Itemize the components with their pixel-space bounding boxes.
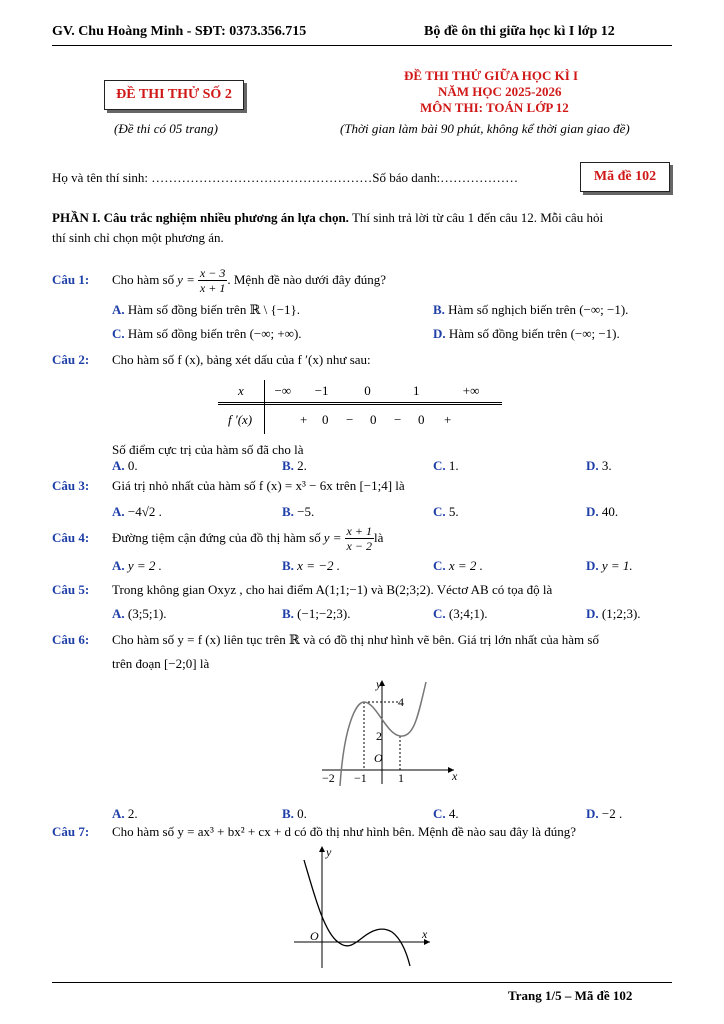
q1-frac-num: x − 3 xyxy=(199,265,226,280)
option-text: −4√2 . xyxy=(127,504,162,519)
option-letter: A. xyxy=(112,302,125,317)
q4-option-a[interactable] xyxy=(112,558,162,574)
option-letter: A. xyxy=(112,806,125,821)
option-text: 40. xyxy=(601,504,619,519)
option-letter: D. xyxy=(586,606,599,621)
sign-table-cell: x xyxy=(218,380,264,403)
option-text: x = 2 . xyxy=(448,558,483,573)
part1-heading: PHẦN I. Câu trắc nghiệm nhiều phương án lựa chọn. xyxy=(52,210,349,225)
footer-page: Trang 1/5 – Mã đề 102 xyxy=(508,988,633,1003)
q4-option-c[interactable] xyxy=(433,558,483,574)
q5-option-b[interactable] xyxy=(282,606,350,622)
q5-option-d[interactable] xyxy=(586,606,641,622)
option-letter: A. xyxy=(112,458,125,473)
option-text: (1;2;3). xyxy=(601,606,641,621)
sign-cell: − xyxy=(346,412,354,427)
q4-stem xyxy=(112,520,383,556)
option-letter: C. xyxy=(433,606,446,621)
q1-option-a[interactable] xyxy=(112,302,300,318)
q6-stem-line2: trên đoạn [−2;0] là xyxy=(112,656,210,671)
option-text: Hàm số đồng biến trên ℝ \ {−1}. xyxy=(127,302,301,317)
option-text: Hàm số đồng biến trên (−∞; −1). xyxy=(448,326,620,341)
exam-number-box: ĐỀ THI THỬ SỐ 2 xyxy=(104,80,244,110)
option-letter: D. xyxy=(586,558,599,573)
sign-table-vline xyxy=(264,382,265,434)
option-text: 1. xyxy=(448,458,459,473)
part1-text2: thí sinh chỉ chọn một phương án. xyxy=(52,230,224,245)
sign-table-cell: −∞ xyxy=(274,383,292,398)
y-axis-arrow xyxy=(319,846,325,852)
q3-stem: Giá trị nhỏ nhất của hàm số f (x) = x³ − 6x trên [−1;4] là xyxy=(112,478,405,493)
option-letter: C. xyxy=(433,806,446,821)
option-letter: C. xyxy=(433,458,446,473)
label-neg1: −1 xyxy=(354,771,367,785)
option-text: 0. xyxy=(297,806,307,821)
option-letter: C. xyxy=(433,504,446,519)
q2-question: Số điểm cực trị của hàm số đã cho là xyxy=(112,442,304,457)
option-letter: B. xyxy=(282,606,294,621)
sign-table-cell: −1 xyxy=(314,383,329,398)
q1-fraction xyxy=(198,266,227,295)
option-text: y = 2 . xyxy=(127,558,162,573)
sign-cell: + xyxy=(444,412,452,427)
q5-label: Câu 5: xyxy=(52,582,90,597)
option-text: (3;5;1). xyxy=(127,606,167,621)
q5-option-c[interactable] xyxy=(433,606,488,622)
label-4: 4 xyxy=(398,695,404,709)
q3-label: Câu 3: xyxy=(52,478,90,493)
header-left: GV. Chu Hoàng Minh - SĐT: 0373.356.715 xyxy=(52,24,307,39)
option-text: Hàm số đồng biến trên (−∞; +∞). xyxy=(127,326,302,341)
q4-option-d[interactable] xyxy=(586,558,633,574)
option-text: 5. xyxy=(448,504,459,519)
exam-title-line1: ĐỀ THI THỬ GIỮA HỌC KÌ I xyxy=(404,68,579,83)
option-text: 0. xyxy=(127,458,138,473)
option-text: 4. xyxy=(448,806,459,821)
q1-option-b[interactable] xyxy=(433,302,628,318)
q1-post: . Mệnh đề nào dưới đây đúng? xyxy=(227,272,387,287)
label-origin: O xyxy=(374,751,383,765)
label-y: y xyxy=(326,845,332,859)
sign-cell: 0 xyxy=(370,412,377,427)
option-letter: A. xyxy=(112,558,125,573)
sign-cell: 0 xyxy=(322,412,329,427)
q7-graph xyxy=(290,842,440,970)
option-text: 2. xyxy=(297,458,307,473)
q1-stem xyxy=(112,262,386,298)
option-letter: B. xyxy=(433,302,445,317)
footer-divider xyxy=(52,982,672,983)
q4-frac-num: x + 1 xyxy=(346,523,372,538)
q6-label: Câu 6: xyxy=(52,632,90,647)
q1-label: Câu 1: xyxy=(52,272,90,287)
option-text: Hàm số nghịch biến trên (−∞; −1). xyxy=(448,302,629,317)
option-text: x = −2 . xyxy=(297,558,340,573)
q6-graph xyxy=(314,676,464,788)
q4-option-b[interactable] xyxy=(282,558,340,574)
q4-post: là xyxy=(373,530,384,545)
sign-cell: 0 xyxy=(418,412,425,427)
student-info-line: Họ và tên thí sinh: ……………………………………………Số báo danh:……………… xyxy=(52,170,519,185)
q1-option-c[interactable] xyxy=(112,326,302,342)
q7-label: Câu 7: xyxy=(52,824,90,839)
option-letter: B. xyxy=(282,458,294,473)
option-letter: C. xyxy=(433,558,446,573)
q1-option-d[interactable] xyxy=(433,326,620,342)
q4-func-y: y = xyxy=(323,530,342,545)
q1-pre: Cho hàm số xyxy=(112,272,175,287)
option-text: −5. xyxy=(297,504,315,519)
label-2: 2 xyxy=(376,729,382,743)
option-letter: D. xyxy=(586,504,599,519)
part1-text1: Thí sinh trả lời từ câu 1 đến câu 12. Mỗi câu hỏi xyxy=(348,210,604,225)
option-letter: B. xyxy=(282,558,294,573)
q2-stem: Cho hàm số f (x), bảng xét dấu của f ′(x) như sau: xyxy=(112,352,371,367)
option-letter: B. xyxy=(282,504,294,519)
label-y: y xyxy=(376,677,382,691)
option-letter: A. xyxy=(112,504,125,519)
q2-option-c[interactable] xyxy=(433,458,459,474)
option-text: 3. xyxy=(601,458,612,473)
sign-cell: − xyxy=(394,412,402,427)
q7-stem: Cho hàm số y = ax³ + bx² + cx + d có đồ thị như hình bên. Mệnh đề nào sau đây là đúng? xyxy=(112,824,577,839)
q6-option-c[interactable] xyxy=(433,806,459,822)
option-text: (−1;−2;3). xyxy=(297,606,351,621)
q5-option-a[interactable] xyxy=(112,606,167,622)
q6-stem-line1: Cho hàm số y = f (x) liên tục trên ℝ và có đồ thị như hình vẽ bên. Giá trị lớn nhất của hàm số xyxy=(112,632,599,647)
header-divider xyxy=(52,45,672,46)
sign-table-fprime: f ′(x) xyxy=(228,412,253,427)
q2-option-d[interactable] xyxy=(586,458,612,474)
label-neg2: −2 xyxy=(322,771,335,785)
q1-func-y: y = xyxy=(177,272,195,287)
q5-stem: Trong không gian Oxyz , cho hai điểm A(1;1;−1) và B(2;3;2). Véctơ AB có tọa độ là xyxy=(112,582,553,597)
q2-sign-table xyxy=(218,380,502,403)
q3-option-d[interactable] xyxy=(586,504,618,520)
part1-intro xyxy=(52,210,603,226)
q2-label: Câu 2: xyxy=(52,352,90,367)
option-text: −2 . xyxy=(601,806,623,821)
option-text: 2. xyxy=(127,806,138,821)
option-letter: A. xyxy=(112,606,125,621)
exam-code-box: Mã đề 102 xyxy=(580,162,670,192)
exam-time-note: (Thời gian làm bài 90 phút, không kể thời gian giao đề) xyxy=(340,121,630,136)
sign-cell: + xyxy=(300,412,308,427)
q2-option-b[interactable] xyxy=(282,458,307,474)
label-1: 1 xyxy=(398,771,404,785)
sign-table-cell: 1 xyxy=(413,383,420,398)
q2-option-a[interactable] xyxy=(112,458,138,474)
q6-option-b[interactable] xyxy=(282,806,307,822)
header-right: Bộ đề ôn thi giữa học kì I lớp 12 xyxy=(424,24,615,39)
label-x: x xyxy=(422,927,428,941)
option-text: y = 1. xyxy=(601,558,633,573)
label-x: x xyxy=(452,769,458,783)
q6-option-a[interactable] xyxy=(112,806,138,822)
option-letter: D. xyxy=(586,806,599,821)
sign-table-cell: 0 xyxy=(364,383,371,398)
option-letter: D. xyxy=(433,326,446,341)
option-letter: D. xyxy=(586,458,599,473)
option-letter: C. xyxy=(112,326,125,341)
q1-frac-den: x + 1 xyxy=(199,280,226,295)
option-text: (3;4;1). xyxy=(448,606,488,621)
q4-pre: Đường tiệm cận đứng của đồ thị hàm số xyxy=(112,530,321,545)
sign-table-divider xyxy=(218,404,502,405)
q6-option-d[interactable] xyxy=(586,806,622,822)
q4-fraction xyxy=(345,524,374,553)
q3-option-c[interactable] xyxy=(433,504,459,520)
q3-option-a[interactable] xyxy=(112,504,162,520)
q3-option-b[interactable] xyxy=(282,504,314,520)
pages-note: (Đề thi có 05 trang) xyxy=(114,121,218,136)
exam-title-line2: NĂM HỌC 2025-2026 xyxy=(438,84,562,99)
curve xyxy=(304,860,410,966)
sign-table-cell: +∞ xyxy=(462,383,480,398)
q4-label: Câu 4: xyxy=(52,530,90,545)
label-origin: O xyxy=(310,929,319,943)
q4-frac-den: x − 2 xyxy=(346,538,372,553)
option-letter: B. xyxy=(282,806,294,821)
exam-title-line3: MÔN THI: TOÁN LỚP 12 xyxy=(420,100,569,115)
